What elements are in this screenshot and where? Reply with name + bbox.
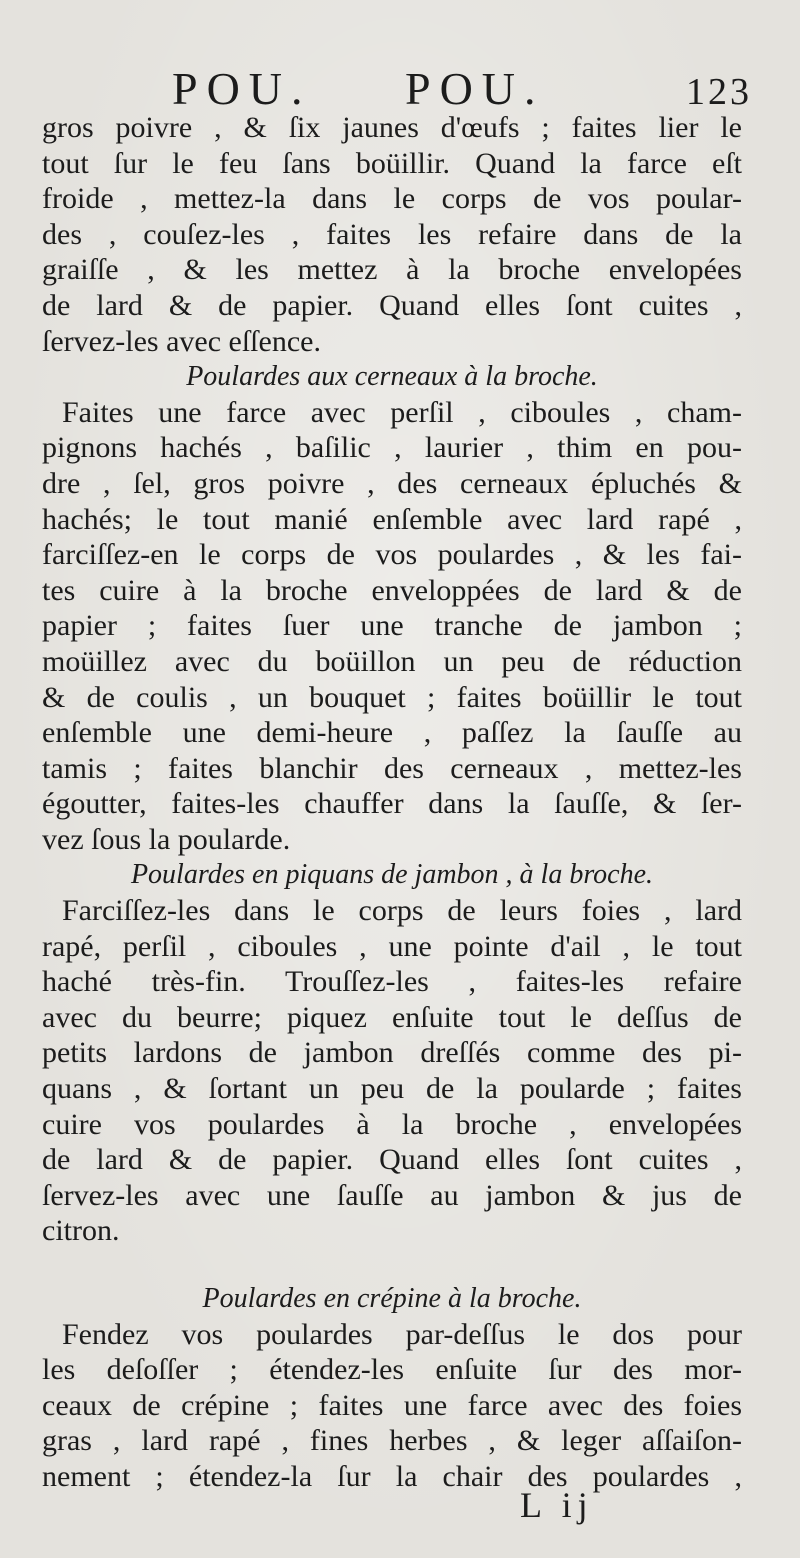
text-line [42, 1249, 742, 1281]
text-line: Fendez vos poulardes par-deſſus le dos pour [62, 1317, 742, 1351]
header-left-word: POU. [172, 63, 312, 114]
text-line: dre , ſel, gros poivre , des cerneaux épluchés & [42, 466, 742, 500]
text-line: ſervez-les avec une ſauſſe au jambon & jus de [42, 1178, 742, 1212]
text-line: ſervez-les avec eſſence. [42, 324, 321, 358]
text-line: Farciſſez-les dans le corps de leurs foies , lard [62, 894, 742, 928]
text-line: citron. [42, 1214, 120, 1248]
text-line: avec du beurre; piquez enſuite tout le deſſus de [42, 1000, 742, 1034]
section-heading: Poulardes en piquans de jambon , à la broche. [130, 859, 654, 891]
text-line: quans , & ſortant un peu de la poularde ; faites [42, 1072, 742, 1106]
text-line: tes cuire à la broche enveloppées de lard & de [42, 573, 742, 607]
text-line: égoutter, faites-les chauffer dans la ſauſſe, & ſer- [42, 787, 742, 821]
text-line: & de coulis , un bouquet ; faites boüillir le tout [42, 680, 742, 714]
text-line: Faites une farce avec perſil , ciboules , cham- [62, 395, 742, 429]
text-line: graiſſe , & les mettez à la broche envelopées [42, 253, 742, 287]
text-line: de lard & de papier. Quand elles ſont cuites , [42, 288, 742, 322]
body-text [42, 110, 742, 1495]
text-line: gros poivre , & ſix jaunes d'œufs ; faites lier le [42, 111, 742, 144]
text-line: rapé, perſil , ciboules , une pointe d'ail , le tout [42, 929, 742, 963]
text-line: ceaux de crépine ; faites une farce avec des foies [42, 1388, 742, 1422]
text-line: tout ſur le feu ſans boüillir. Quand la farce eſt [42, 146, 742, 180]
text-line: pignons hachés , baſilic , laurier , thim en pou- [42, 431, 742, 465]
text-line: cuire vos poulardes à la broche , envelopées [42, 1107, 742, 1141]
text-line: gras , lard rapé , fines herbes , & leger aſſaiſon- [42, 1424, 742, 1458]
text-line: haché très-fin. Trouſſez-les , faites-les refaire [42, 965, 742, 999]
header-right-word: POU. [405, 63, 545, 114]
page-number: 123 [686, 71, 752, 113]
section-heading: Poulardes aux cerneaux à la broche. [186, 361, 598, 393]
text-line: petits lardons de jambon dreſſés comme des pi- [42, 1036, 742, 1070]
signature-mark: L ij [520, 1485, 594, 1525]
text-line: de lard & de papier. Quand elles ſont cuites , [42, 1143, 742, 1177]
text-line: nement ; étendez-la ſur la chair des poulardes , [42, 1459, 742, 1493]
text-line: froide , mettez-la dans le corps de vos poular- [42, 182, 742, 216]
text-line: tamis ; faites blanchir des cerneaux , mettez-les [42, 751, 742, 785]
text-line: les deſoſſer ; étendez-les enſuite ſur des mor- [42, 1353, 742, 1387]
section-heading: Poulardes en crépine à la broche. [202, 1283, 582, 1314]
text-line: hachés; le tout manié enſemble avec lard rapé , [42, 502, 742, 536]
text-line: vez ſous la poularde. [42, 822, 291, 856]
text-line: farciſſez-en le corps de vos poulardes , & les fai- [42, 538, 742, 572]
text-line: des , couſez-les , faites les refaire dans de la [42, 217, 742, 251]
text-line: papier ; faites ſuer une tranche de jambon ; [42, 609, 742, 643]
text-line: enſemble une demi-heure , paſſez la ſauſſe au [42, 716, 742, 750]
text-line: moüillez avec du boüillon un peu de réduction [42, 644, 742, 678]
